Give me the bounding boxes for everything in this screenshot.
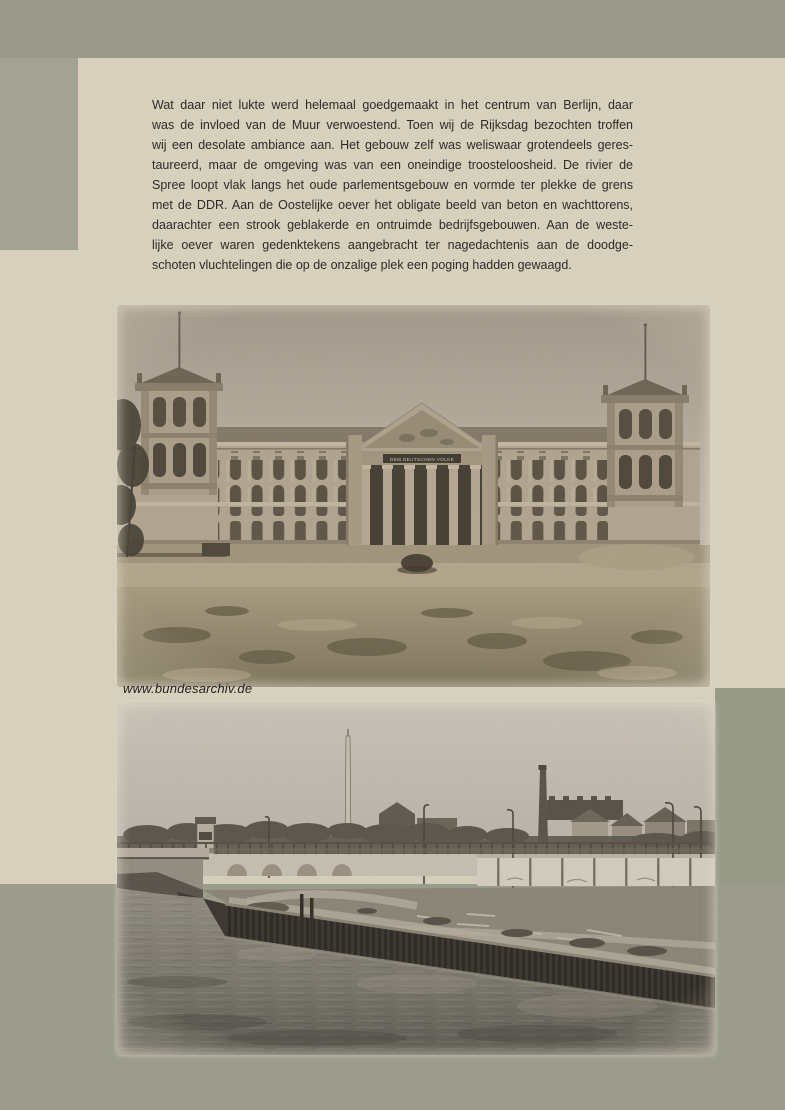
reichstag-photo (117, 305, 710, 687)
paragraph-line: met de DDR. Aan de Oostelijke oever het obligate beeld van beton en wachttorens, (152, 198, 633, 212)
spree-photo-art (117, 702, 715, 1055)
paragraph-line: Spree loopt vlak langs het oude parlementsgebouw en vormde ter plekke de grens (152, 178, 633, 192)
paragraph-line: schoten vluchtelingen die op de onzalige plek een poging hadden gewaagd. (152, 258, 572, 272)
paragraph-line: lijke oever waren gedenktekens aangebracht ter nagedachtenis aan de doodge- (152, 238, 633, 252)
paragraph-line: Wat daar niet lukte werd helemaal goedgemaakt in het centrum van Berlijn, daar (152, 98, 633, 112)
scan-vignette (117, 305, 710, 687)
photo-credit-caption: www.bundesarchiv.de (123, 681, 253, 696)
reichstag-photo-art (117, 305, 710, 687)
top-margin-band (0, 0, 785, 58)
corner-margin-block (0, 58, 78, 250)
paragraph-line: wij een desolate ambiance aan. Het gebouw zelf was weliswaar grotendeels geres- (152, 138, 633, 152)
paragraph-line: was de invloed van de Muur verwoestend. Toen wij de Rijksdag bezochten troffen (152, 118, 633, 132)
scan-vignette (117, 702, 715, 1055)
paragraph-line: taureerd, maar de omgeving was van een oneindige troosteloosheid. De rivier de (152, 158, 633, 172)
article-paragraph (152, 95, 633, 275)
paragraph-line: daarachter een strook geblakerde en ontruimde bedrijfsgebouwen. Aan de weste- (152, 218, 633, 232)
spree-photo (117, 702, 715, 1055)
right-margin-block (715, 688, 785, 884)
